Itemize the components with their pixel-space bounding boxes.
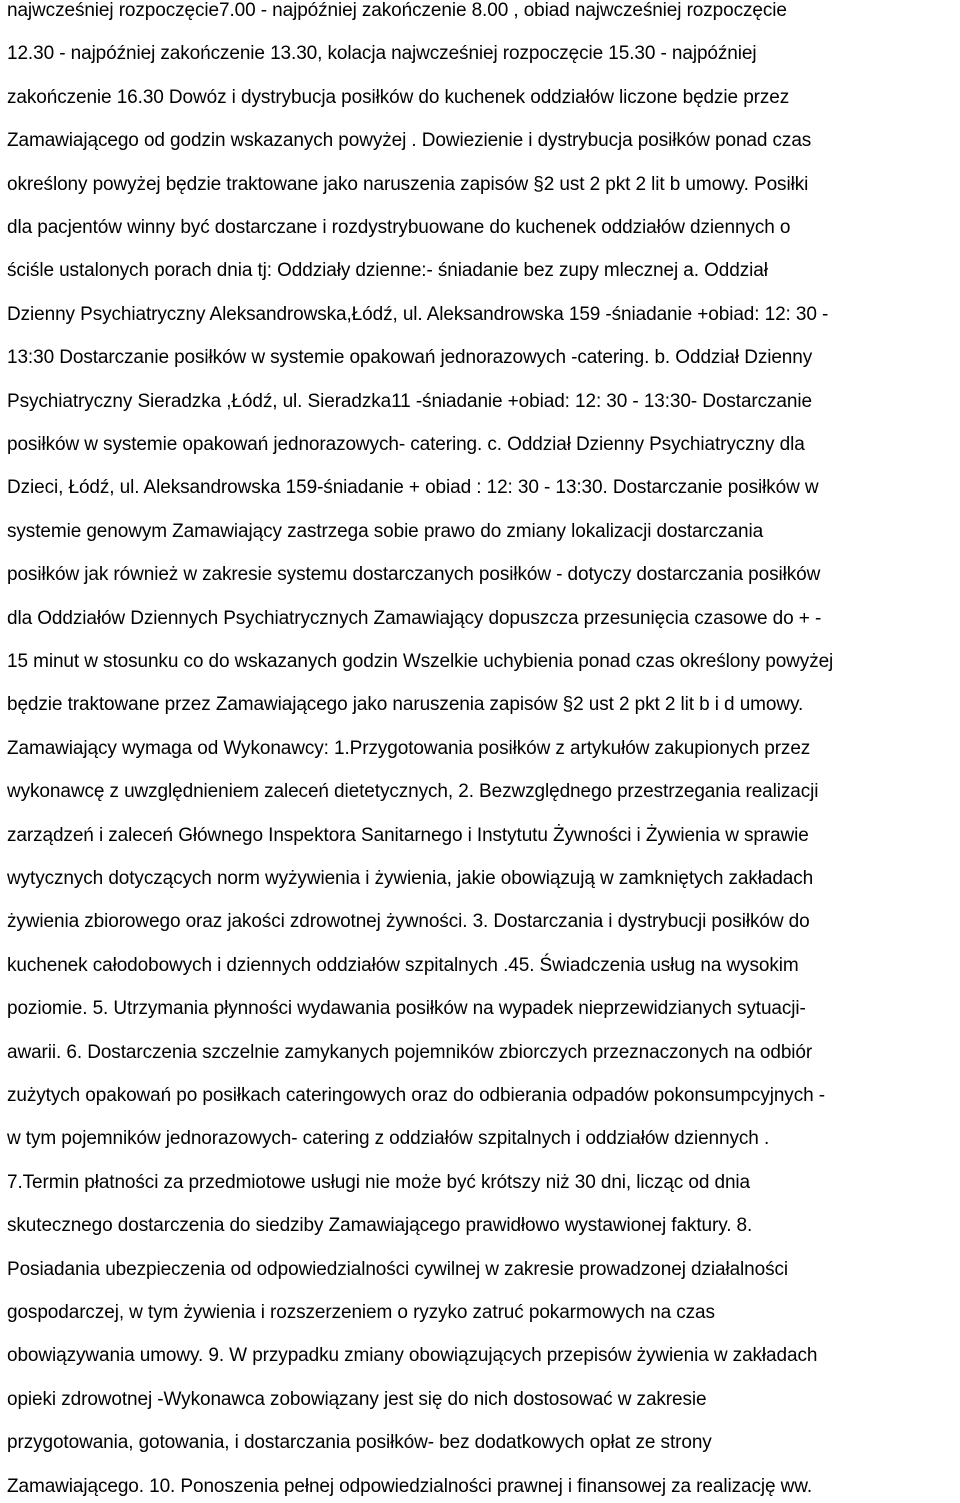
- text-line: zakończenie 16.30 Dowóz i dystrybucja posiłków do kuchenek oddziałów liczone będzie przez: [7, 86, 790, 108]
- text-line: Dzieci, Łódź, ul. Aleksandrowska 159-śniadanie + obiad : 12: 30 - 13:30. Dostarczanie posiłków w: [7, 477, 819, 499]
- text-line: systemie genowym Zamawiający zastrzega sobie prawo do zmiany lokalizacji dostarczania: [7, 520, 764, 542]
- text-line: dla pacjentów winny być dostarczane i rozdystrybuowane do kuchenek oddziałów dziennych o: [7, 217, 791, 238]
- text-line: Dzienny Psychiatryczny Aleksandrowska,Łódź, ul. Aleksandrowska 159 -śniadanie +obiad: 12: 30 -: [7, 303, 829, 325]
- text-line: poziomie. 5. Utrzymania płynności wydawania posiłków na wypadek nieprzewidzianych sytuacji-: [7, 998, 806, 1020]
- text-line: wykonawcę z uwzględnieniem zaleceń dietetycznych, 2. Bezwzględnego przestrzegania realizacji: [7, 781, 819, 803]
- text-line: żywienia zbiorowego oraz jakości zdrowotnej żywności. 3. Dostarczania i dystrybucji posiłków do: [7, 911, 810, 933]
- text-line: opieki zdrowotnej -Wykonawca zobowiązany jest się do nich dostosować w zakresie: [7, 1388, 707, 1410]
- text-line: awarii. 6. Dostarczenia szczelnie zamykanych pojemników zbiorczych przeznaczonych na odbiór: [7, 1041, 813, 1063]
- text-line: posiłków w systemie opakowań jednorazowych- catering. c. Oddział Dzienny Psychiatryczny dla: [7, 434, 805, 455]
- text-line: zużytych opakowań po posiłkach cateringowych oraz do odbierania odpadów pokonsumpcyjnych -: [7, 1085, 825, 1106]
- text-line: Posiadania ubezpieczenia od odpowiedzialności cywilnej w zakresie prowadzonej działalności: [7, 1258, 789, 1280]
- text-line: 7.Termin płatności za przedmiotowe usługi nie może być krótszy niż 30 dni, licząc od dnia: [7, 1171, 751, 1193]
- text-line: zarządzeń i zaleceń Głównego Inspektora Sanitarnego i Instytutu Żywności i Żywienia w sprawie: [7, 824, 809, 846]
- text-line: najwcześniej rozpoczęcie7.00 - najpóźniej zakończenie 8.00 , obiad najwcześniej rozpoczęcie: [7, 0, 787, 21]
- text-line: Zamawiającego. 10. Ponoszenia pełnej odpowiedzialności prawnej i finansowej za realizację ww.: [7, 1475, 812, 1497]
- text-line: kuchenek całodobowych i dziennych oddziałów szpitalnych .45. Świadczenia usług na wysokim: [7, 954, 799, 976]
- text-line: określony powyżej będzie traktowane jako naruszenia zapisów §2 ust 2 pkt 2 lit b umowy. Posiłki: [7, 173, 809, 195]
- text-line: wytycznych dotyczących norm wyżywienia i żywienia, jakie obowiązują w zamkniętych zakładach: [7, 868, 814, 889]
- text-line: ściśle ustalonych porach dnia tj: Oddziały dzienne:- śniadanie bez zupy mlecznej a. Oddział: [7, 260, 768, 282]
- text-line: dla Oddziałów Dziennych Psychiatrycznych Zamawiający dopuszcza przesunięcia czasowe do + -: [7, 607, 822, 629]
- text-line: gospodarczej, w tym żywienia i rozszerzeniem o ryzyko zatruć pokarmowych na czas: [7, 1302, 715, 1323]
- text-line: przygotowania, gotowania, i dostarczania posiłków- bez dodatkowych opłat ze strony: [7, 1432, 712, 1454]
- text-line: Zamawiającego od godzin wskazanych powyżej . Dowiezienie i dystrybucja posiłków ponad czas: [7, 130, 812, 152]
- text-line: będzie traktowane przez Zamawiającego jako naruszenia zapisów §2 ust 2 pkt 2 lit b i d umowy.: [7, 694, 804, 716]
- text-line: Zamawiający wymaga od Wykonawcy: 1.Przygotowania posiłków z artykułów zakupionych przez: [7, 737, 811, 759]
- text-line: obowiązywania umowy. 9. W przypadku zmiany obowiązujących przepisów żywienia w zakładach: [7, 1345, 818, 1367]
- text-line: posiłków jak również w zakresie systemu dostarczanych posiłków - dotyczy dostarczania posiłków: [7, 564, 821, 586]
- text-line: 13:30 Dostarczanie posiłków w systemie opakowań jednorazowych -catering. b. Oddział Dzienny: [7, 347, 813, 369]
- text-line: 15 minut w stosunku co do wskazanych godzin Wszelkie uchybienia ponad czas określony powyżej: [7, 651, 834, 672]
- text-line: Psychiatryczny Sieradzka ,Łódź, ul. Sieradzka11 -śniadanie +obiad: 12: 30 - 13:30- Dostarczanie: [7, 390, 812, 412]
- text-line: 12.30 - najpóźniej zakończenie 13.30, kolacja najwcześniej rozpoczęcie 15.30 - najpóźniej: [7, 43, 757, 65]
- text-line: skutecznego dostarczenia do siedziby Zamawiającego prawidłowo wystawionej faktury. 8.: [7, 1215, 753, 1237]
- text-line: w tym pojemników jednorazowych- catering z oddziałów szpitalnych i oddziałów dziennych .: [7, 1128, 770, 1150]
